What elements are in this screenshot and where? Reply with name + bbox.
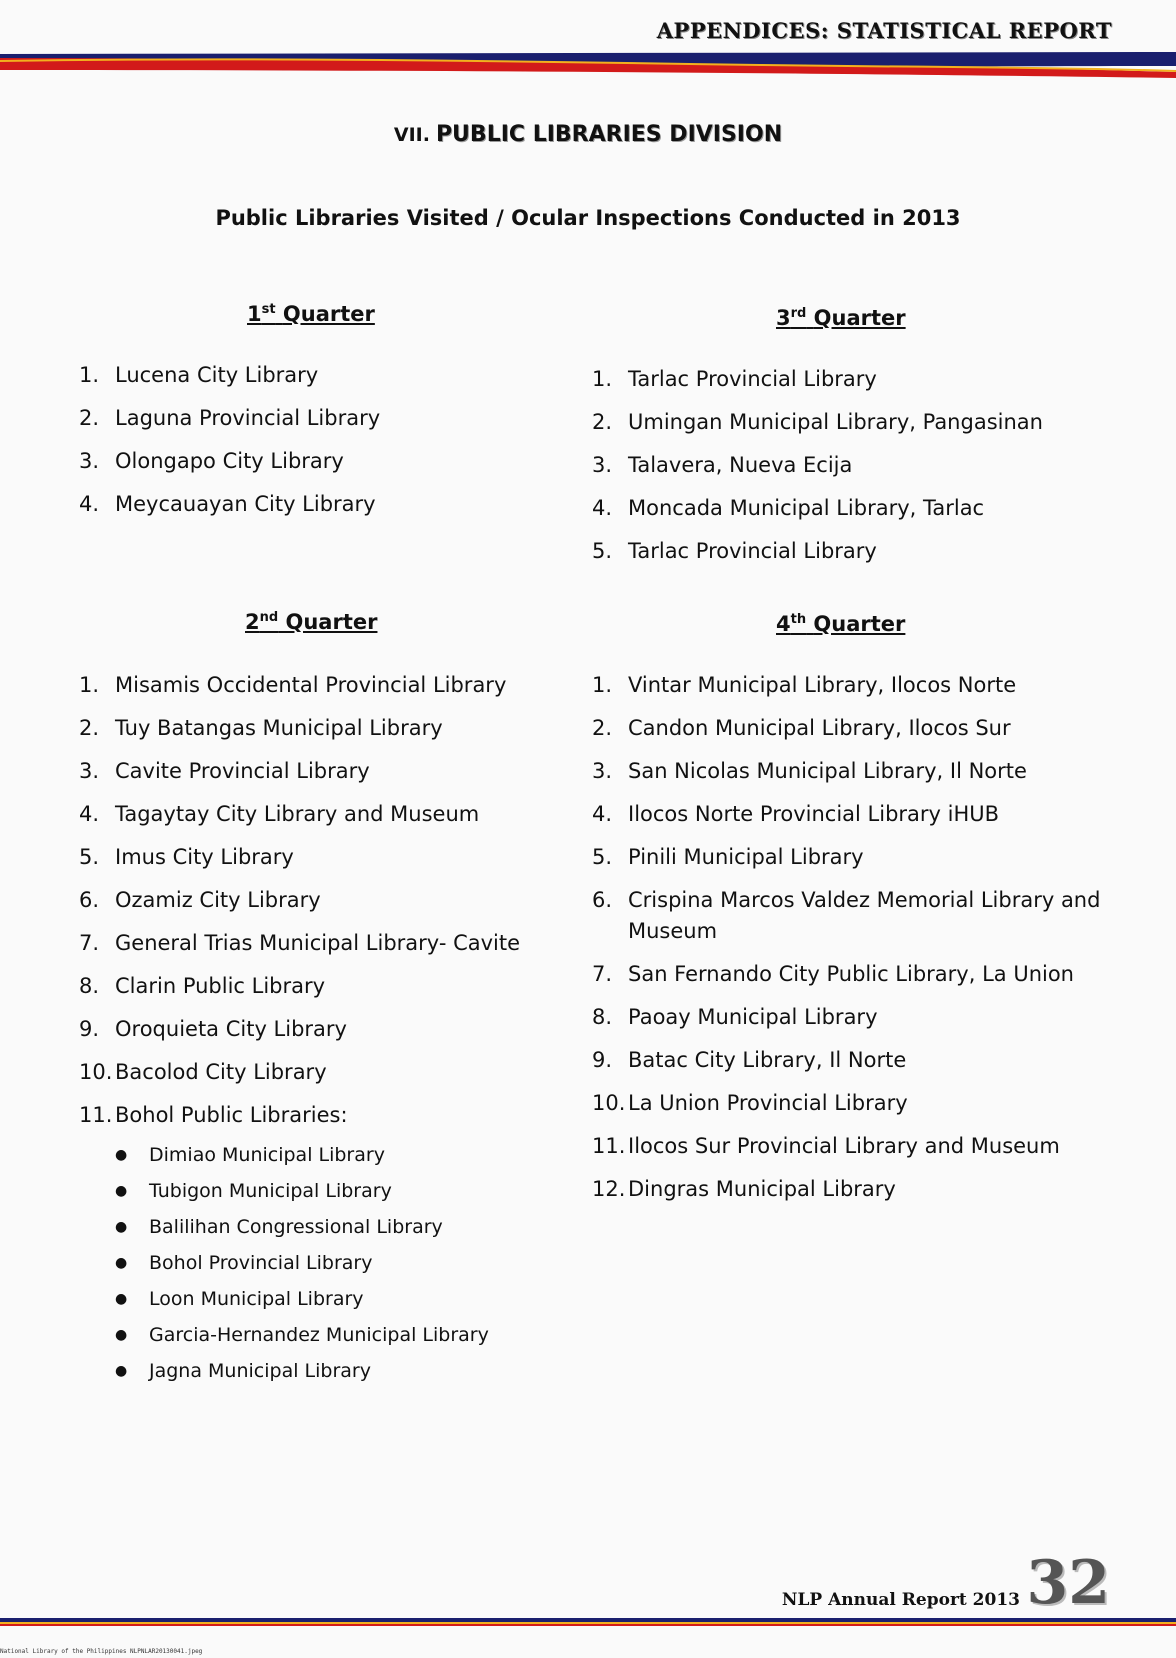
item-text: Batac City Library, Il Norte: [628, 1048, 907, 1072]
list-item: [79, 885, 579, 916]
list-item: [592, 1174, 1112, 1205]
item-number: 7.: [592, 962, 613, 986]
item-text: Vintar Municipal Library, Ilocos Norte: [628, 673, 1017, 697]
list-item: [79, 799, 579, 830]
item-text: Jagna Municipal Library: [149, 1360, 371, 1382]
item-text: San Fernando City Public Library, La Union: [628, 962, 1074, 986]
item-text: Crispina Marcos Valdez Memorial Library and Museum: [628, 888, 1101, 943]
item-number: 2.: [79, 406, 100, 430]
bohol-sublist: [115, 1141, 579, 1385]
quarter-4-suffix: th: [790, 612, 807, 627]
item-number: 1.: [79, 673, 100, 697]
item-number: 2.: [79, 716, 100, 740]
item-text: Tarlac Provincial Library: [628, 539, 877, 563]
list-item: [79, 446, 549, 477]
list-item: [79, 971, 579, 1002]
item-number: 11.: [79, 1103, 113, 1127]
list-item: [79, 670, 579, 701]
item-number: 7.: [79, 931, 100, 955]
item-number: 9.: [79, 1017, 100, 1041]
quarter-2-heading: [79, 610, 579, 634]
item-number: 10.: [79, 1060, 113, 1084]
list-item: [592, 1045, 1112, 1076]
quarter-3-ordinal: 3: [776, 306, 791, 330]
quarter-4-word: Quarter: [813, 612, 906, 636]
item-text: Pinili Municipal Library: [628, 845, 864, 869]
item-text: Loon Municipal Library: [149, 1288, 364, 1310]
item-number: 4.: [592, 496, 613, 520]
list-item: [592, 1002, 1112, 1033]
scan-file-note: National Library of the Philippines NLPNLAR20130041.jpeg: [0, 1648, 203, 1655]
item-number: 1.: [592, 673, 613, 697]
quarter-1-heading: [79, 302, 549, 326]
item-text: Ilocos Norte Provincial Library iHUB: [628, 802, 1000, 826]
item-number: 2.: [592, 410, 613, 434]
quarter-4-block: [592, 612, 1112, 1217]
bullet-icon: ●: [115, 1219, 128, 1235]
bullet-item: [115, 1249, 579, 1277]
quarter-3-heading: [592, 306, 1112, 330]
item-number: 5.: [592, 845, 613, 869]
header-color-band: [0, 44, 1176, 78]
bullet-icon: ●: [115, 1327, 128, 1343]
quarter-2-word: Quarter: [285, 610, 378, 634]
list-item: [592, 407, 1112, 438]
item-text: Cavite Provincial Library: [115, 759, 370, 783]
item-number: 5.: [79, 845, 100, 869]
quarter-4-list: [592, 670, 1112, 1205]
quarter-1-block: [79, 302, 549, 532]
item-text: Lucena City Library: [115, 363, 319, 387]
item-number: 6.: [79, 888, 100, 912]
quarter-1-suffix: st: [261, 302, 276, 317]
item-text: Tarlac Provincial Library: [628, 367, 877, 391]
list-item: [592, 670, 1112, 701]
item-number: 1.: [79, 363, 100, 387]
list-item: [592, 493, 1112, 524]
list-item: [592, 959, 1112, 990]
item-text: Tagaytay City Library and Museum: [115, 802, 480, 826]
item-number: 8.: [592, 1005, 613, 1029]
item-number: 12.: [592, 1177, 626, 1201]
item-number: 10.: [592, 1091, 626, 1115]
quarter-2-ordinal: 2: [245, 610, 260, 634]
item-text: Ozamiz City Library: [115, 888, 321, 912]
report-subtitle: Public Libraries Visited / Ocular Inspections Conducted in 2013: [215, 206, 961, 230]
section-title: [0, 122, 1176, 147]
list-item: [592, 1088, 1112, 1119]
page-number: 32: [1026, 1548, 1110, 1618]
quarter-1-word: Quarter: [282, 302, 375, 326]
item-number: 4.: [79, 492, 100, 516]
item-text: Garcia-Hernandez Municipal Library: [149, 1324, 489, 1346]
item-number: 4.: [79, 802, 100, 826]
quarter-3-suffix: rd: [790, 306, 807, 321]
quarter-3-word: Quarter: [813, 306, 906, 330]
item-text: Olongapo City Library: [115, 449, 344, 473]
quarter-2-list: [79, 670, 579, 1131]
item-text: Moncada Municipal Library, Tarlac: [628, 496, 985, 520]
list-item: [592, 713, 1112, 744]
item-number: 5.: [592, 539, 613, 563]
item-text: Oroquieta City Library: [115, 1017, 347, 1041]
bullet-icon: ●: [115, 1363, 128, 1379]
list-item: [592, 799, 1112, 830]
item-number: 3.: [592, 759, 613, 783]
bullet-icon: ●: [115, 1255, 128, 1271]
list-item: [79, 928, 579, 959]
list-item: [79, 1014, 579, 1045]
item-text: Tubigon Municipal Library: [149, 1180, 392, 1202]
list-item: [592, 364, 1112, 395]
list-item: [79, 403, 549, 434]
item-text: Laguna Provincial Library: [115, 406, 381, 430]
item-text: Candon Municipal Library, Ilocos Sur: [628, 716, 1011, 740]
item-text: General Trias Municipal Library- Cavite: [115, 931, 521, 955]
list-item: [79, 842, 579, 873]
list-item: [592, 842, 1112, 873]
item-number: 3.: [592, 453, 613, 477]
section-name: PUBLIC LIBRARIES DIVISION: [435, 122, 783, 147]
item-text: Bohol Provincial Library: [149, 1252, 373, 1274]
item-number: 11.: [592, 1134, 626, 1158]
item-text: San Nicolas Municipal Library, Il Norte: [628, 759, 1027, 783]
list-item: [79, 1057, 579, 1088]
item-text: Clarin Public Library: [115, 974, 326, 998]
bullet-icon: ●: [115, 1147, 128, 1163]
item-number: 3.: [79, 759, 100, 783]
item-number: 6.: [592, 888, 613, 912]
item-text: Misamis Occidental Provincial Library: [115, 673, 507, 697]
list-item: [79, 713, 579, 744]
quarter-3-list: [592, 364, 1112, 567]
quarter-4-ordinal: 4: [776, 612, 791, 636]
item-text: Talavera, Nueva Ecija: [628, 453, 853, 477]
list-item: [79, 360, 549, 391]
item-text: La Union Provincial Library: [628, 1091, 908, 1115]
list-item: [592, 536, 1112, 567]
bullet-icon: ●: [115, 1183, 128, 1199]
item-text: Bacolod City Library: [115, 1060, 327, 1084]
item-text: Meycauayan City Library: [115, 492, 376, 516]
list-item: [592, 1131, 1112, 1162]
list-item: [79, 756, 579, 787]
footer-color-band: [0, 1618, 1176, 1626]
item-number: 9.: [592, 1048, 613, 1072]
item-number: 3.: [79, 449, 100, 473]
item-text: Imus City Library: [115, 845, 294, 869]
header-title: APPENDICES: STATISTICAL REPORT: [656, 18, 1112, 43]
bullet-icon: ●: [115, 1291, 128, 1307]
section-number: VII.: [393, 124, 430, 146]
item-number: 2.: [592, 716, 613, 740]
item-number: 1.: [592, 367, 613, 391]
list-item: [592, 450, 1112, 481]
item-text: Umingan Municipal Library, Pangasinan: [628, 410, 1043, 434]
item-text: Dingras Municipal Library: [628, 1177, 896, 1201]
quarter-1-list: [79, 360, 549, 520]
item-number: 4.: [592, 802, 613, 826]
list-item: [79, 1100, 579, 1131]
item-number: 8.: [79, 974, 100, 998]
list-item: [592, 885, 1112, 947]
bullet-item: [115, 1357, 579, 1385]
item-text: Bohol Public Libraries:: [115, 1103, 348, 1127]
bullet-item: [115, 1177, 579, 1205]
list-item: [79, 489, 549, 520]
quarter-1-ordinal: 1: [247, 302, 262, 326]
bullet-item: [115, 1321, 579, 1349]
item-text: Ilocos Sur Provincial Library and Museum: [628, 1134, 1060, 1158]
quarter-2-block: [79, 610, 579, 1393]
quarter-2-suffix: nd: [259, 610, 279, 625]
footer-report-name: NLP Annual Report 2013: [781, 1590, 1020, 1610]
item-text: Dimiao Municipal Library: [149, 1144, 385, 1166]
bullet-item: [115, 1213, 579, 1241]
item-text: Tuy Batangas Municipal Library: [115, 716, 443, 740]
quarter-4-heading: [592, 612, 1112, 636]
bullet-item: [115, 1141, 579, 1169]
list-item: [592, 756, 1112, 787]
quarter-3-block: [592, 306, 1112, 579]
item-text: Balilihan Congressional Library: [149, 1216, 443, 1238]
bullet-item: [115, 1285, 579, 1313]
item-text: Paoay Municipal Library: [628, 1005, 878, 1029]
